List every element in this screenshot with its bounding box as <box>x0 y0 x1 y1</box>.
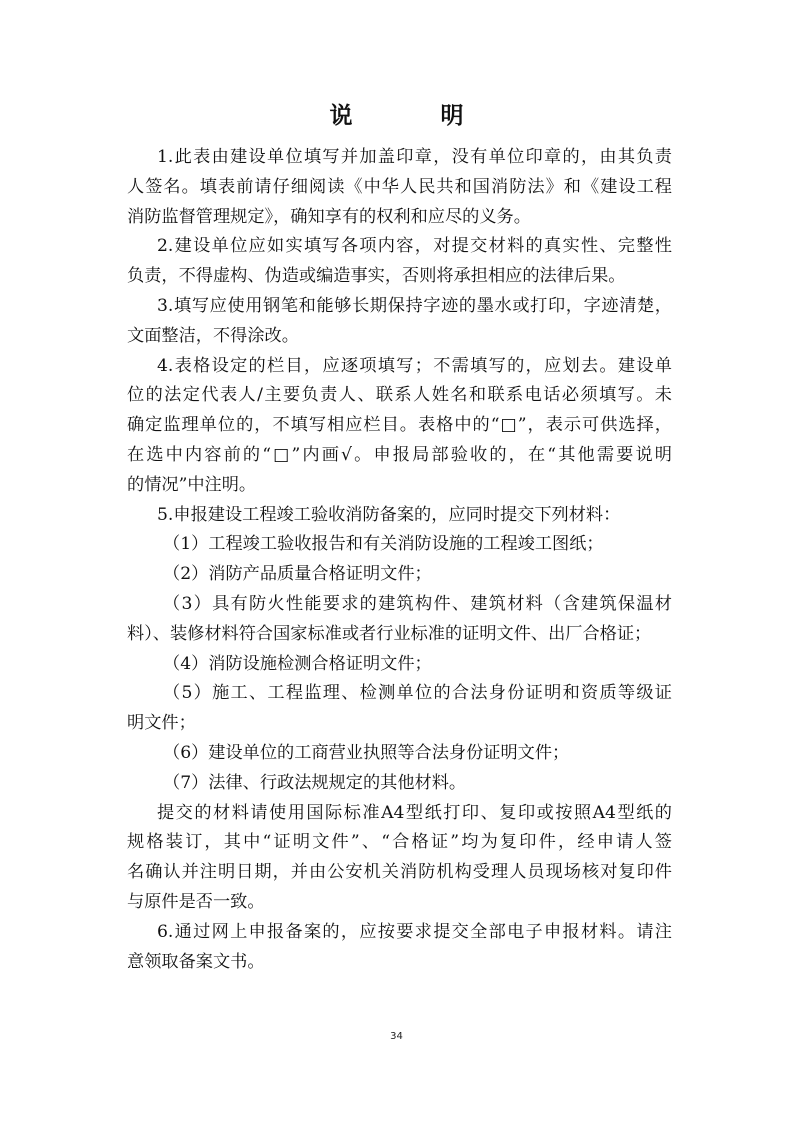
text-line: 料）、装修材料符合国家标准或者行业标准的证明文件、出厂合格证； <box>127 623 652 644</box>
list-item-4 <box>127 650 672 680</box>
text-line: （2）消防产品质量合格证明文件； <box>163 564 432 585</box>
text-line: （4）消防设施检测合格证明文件； <box>163 653 432 674</box>
paragraph-5 <box>127 501 672 531</box>
text-line: 确定监理单位的，不填写相应栏目。表格中的“□”，表示可供选择， <box>127 415 672 436</box>
text-line: 负责，不得虚构、伪造或编造事实，否则将承担相应的法律后果。 <box>127 266 626 287</box>
text-line: 文面整洁，不得涂改。 <box>127 325 299 346</box>
text-line: 位的法定代表人/主要负责人、联系人姓名和联系电话必须填写。未 <box>127 385 672 406</box>
paragraph-6 <box>127 918 672 978</box>
text-line: 名确认并注明日期，并由公安机关消防机构受理人员现场核对复印件 <box>127 862 672 883</box>
text-line: 意领取备案文书。 <box>127 951 265 972</box>
text-line: 在选中内容前的“□”内画√。申报局部验收的，在“其他需要说明 <box>127 444 672 465</box>
text-line: （5）施工、工程监理、检测单位的合法身份证明和资质等级证 <box>163 683 672 704</box>
list-item-6 <box>127 739 672 769</box>
page-number: 34 <box>390 1031 403 1042</box>
text-line: 1.此表由建设单位填写并加盖印章，没有单位印章的，由其负责 <box>157 147 672 167</box>
text-line: 规格装订，其中“证明文件”、“合格证”均为复印件，经申请人签 <box>127 832 672 853</box>
text-line: 2.建设单位应如实填写各项内容，对提交材料的真实性、完整性 <box>157 236 672 257</box>
submission-note <box>127 799 672 918</box>
list-item-5 <box>127 679 672 739</box>
text-line: （1）工程竣工验收报告和有关消防设施的工程竣工图纸； <box>163 534 604 555</box>
list-item-2 <box>127 560 672 590</box>
paragraph-3 <box>127 292 672 352</box>
text-line: 明文件； <box>127 713 196 734</box>
list-item-1 <box>127 530 672 560</box>
paragraph-2 <box>127 232 672 292</box>
text-line: （6）建设单位的工商营业执照等合法身份证明文件； <box>163 742 570 763</box>
text-line: 人签名。填表前请仔细阅读《中华人民共和国消防法》和《建设工程 <box>127 176 672 197</box>
list-item-7 <box>127 769 672 799</box>
text-line: 5.申报建设工程竣工验收消防备案的，应同时提交下列材料： <box>157 504 621 525</box>
instructions-body <box>127 143 672 977</box>
text-line: 6.通过网上申报备案的，应按要求提交全部电子申报材料。请注 <box>157 921 672 942</box>
text-line: 提交的材料请使用国际标准A4型纸打印、复印或按照A4型纸的 <box>157 802 672 823</box>
text-line: （7）法律、行政法规规定的其他材料。 <box>163 772 467 793</box>
text-line: 与原件是否一致。 <box>127 891 265 912</box>
text-line: 消防监督管理规定》，确知享有的权利和应尽的义务。 <box>127 206 531 227</box>
text-line: （3）具有防火性能要求的建筑构件、建筑材料（含建筑保温材 <box>163 593 672 614</box>
paragraph-1 <box>127 143 672 232</box>
page-title: 说 明 <box>329 102 504 129</box>
list-item-3 <box>127 590 672 650</box>
text-line: 3.填写应使用钢笔和能够长期保持字迹的墨水或打印，字迹清楚， <box>157 295 672 316</box>
text-line: 4.表格设定的栏目，应逐项填写；不需填写的，应划去。建设单 <box>157 355 672 376</box>
paragraph-4 <box>127 352 672 501</box>
text-line: 的情况”中注明。 <box>127 474 257 495</box>
